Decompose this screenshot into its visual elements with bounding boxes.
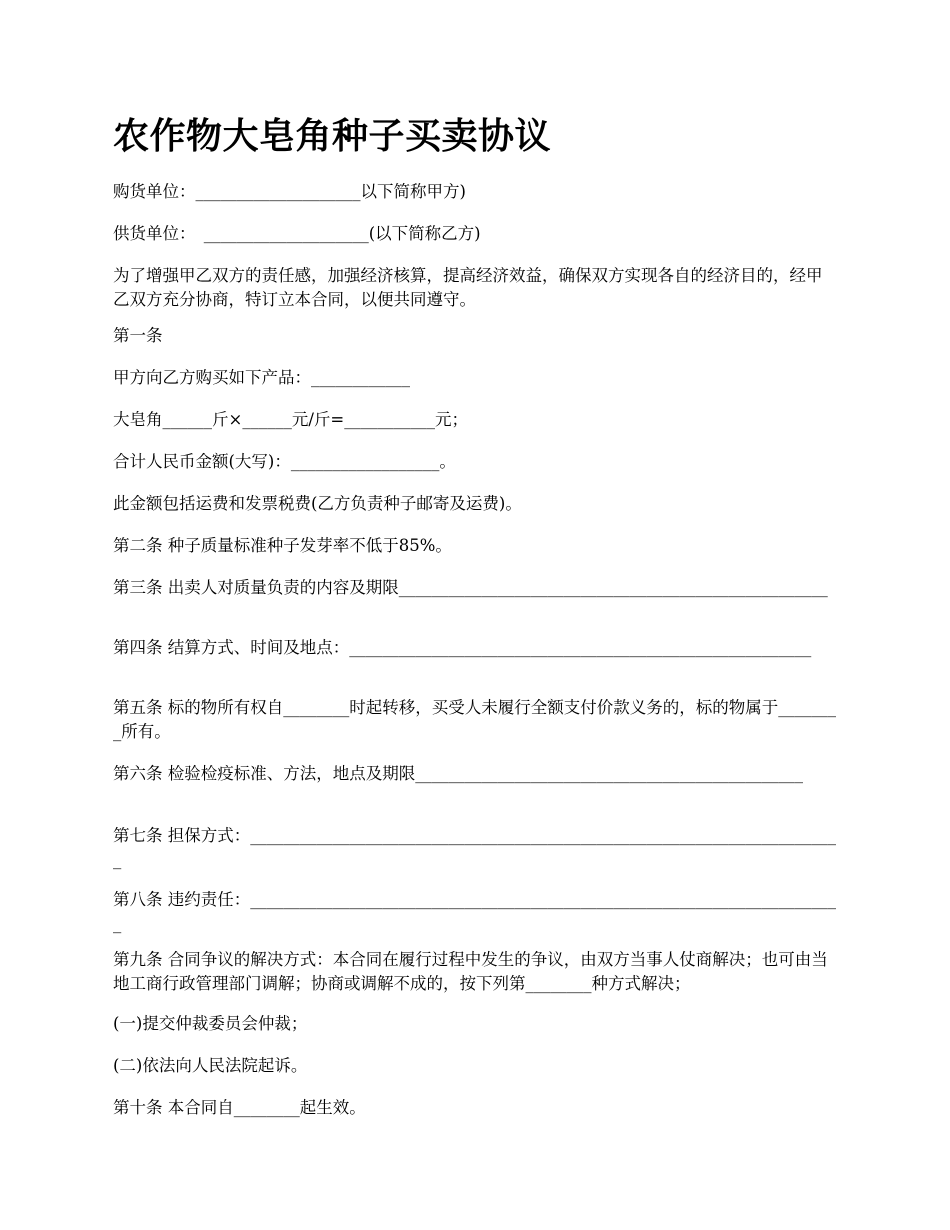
article-8-paragraph: 第八条 违约责任：________________________________________________________________________ [113, 890, 836, 933]
option-1-line: (一)提交仲裁委员会仲裁； [113, 1014, 308, 1033]
article-1-heading: 第一条 [113, 326, 163, 345]
price-calculation-line: 大皂角______斤×______元/斤=___________元； [113, 410, 468, 429]
article-5-paragraph: 第五条 标的物所有权自________时起转移，买受人未履行全额支付价款义务的，标的物属于________所有。 [113, 698, 836, 741]
supplier-unit-line: 供货单位： ____________________(以下简称乙方) [113, 224, 481, 243]
buyer-unit-line: 购货单位：____________________以下简称甲方) [113, 182, 466, 201]
article-10-paragraph: 第十条 本合同自________起生效。 [113, 1098, 366, 1117]
article-6-paragraph: 第六条 检验检疫标准、方法，地点及期限_______________________________________________ [113, 764, 803, 783]
total-amount-line: 合计人民币金额(大写)：__________________。 [113, 452, 456, 471]
amount-includes-line: 此金额包括运费和发票税费(乙方负责种子邮寄及运费)。 [113, 494, 522, 513]
option-2-line: (二)依法向人民法院起诉。 [113, 1056, 308, 1075]
preamble-paragraph: 为了增强甲乙双方的责任感，加强经济核算，提高经济效益，确保双方实现各自的经济目的，经甲乙双方充分协商，特订立本合同，以便共同遵守。 [113, 266, 823, 309]
document-title: 农作物大皂角种子买卖协议 [113, 115, 552, 157]
product-purchase-line: 甲方向乙方购买如下产品：____________ [113, 368, 410, 387]
article-9-paragraph: 第九条 合同争议的解决方式：本合同在履行过程中发生的争议，由双方当事人仗商解决；也可由当地工商行政管理部门调解；协商或调解不成的，按下列第________种方式解决； [113, 950, 828, 993]
article-2-paragraph: 第二条 种子质量标准种子发芽率不低于85%。 [113, 536, 452, 555]
article-3-paragraph: 第三条 出卖人对质量负责的内容及期限____________________________________________________ [113, 578, 828, 597]
article-7-paragraph: 第七条 担保方式：________________________________________________________________________ [113, 826, 836, 869]
article-4-paragraph: 第四条 结算方式、时间及地点：________________________________________________________ [113, 638, 812, 657]
